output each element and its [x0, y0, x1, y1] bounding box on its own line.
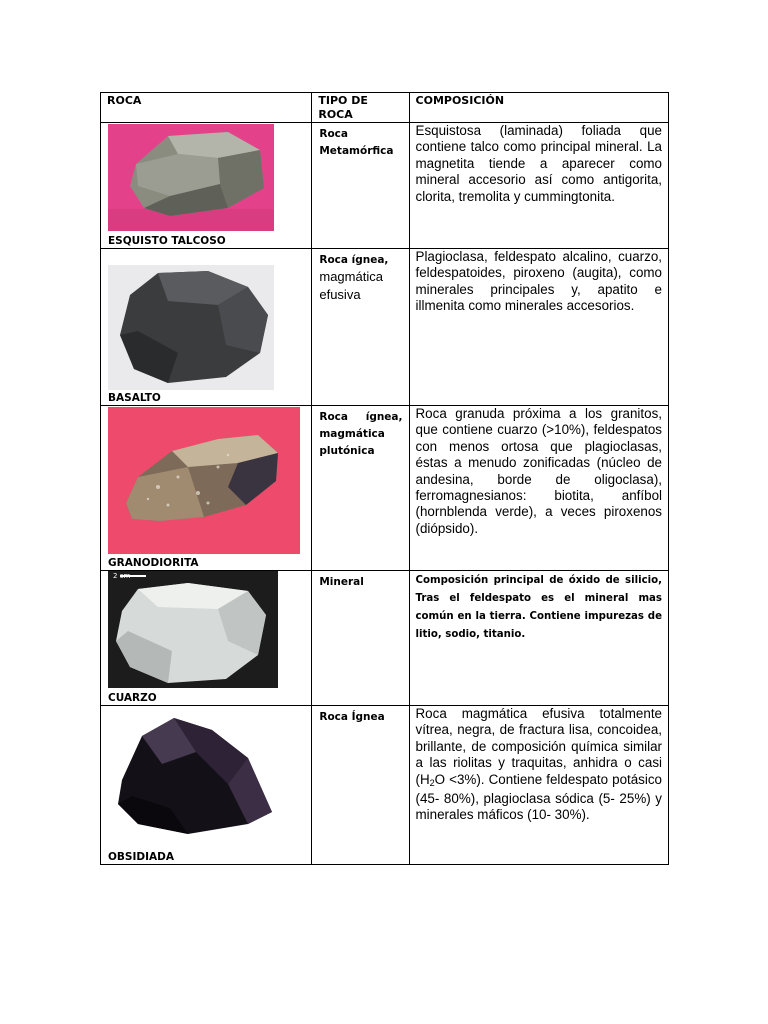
rock-composition: Plagioclasa, feldespato alcalino, cuarzo, feldespatoides, piroxeno (augita), como minerales principales y, apatito e illmenita como minerales accesorios. [415, 249, 662, 314]
granodiorite-image [108, 407, 300, 554]
rock-composition: Composición principal de óxido de silicio, Tras el feldespato es el mineral mas común en la tierra. Contiene impurezas de litio, sodio, titanio. [415, 575, 662, 640]
scale-label: 2 cm [113, 572, 131, 580]
rock-composition: Esquistosa (laminada) foliada que contiene talco como principal mineral. La magnetita tiende a aparecer como mineral accesorio así como antigorita, clorita, tremolita y cummingtonita. [415, 123, 662, 204]
rock-type: Roca Metamórfica [319, 128, 394, 157]
rock-composition: Roca granuda próxima a los granitos, que contiene cuarzo (>10%), feldespatos con menos ortosa que plagioclasas, éstas a menudo zonificadas (núcleo de andesina, borde de oligoclasa), ferromagnesianos: biotita, anfíbol (hornblenda verde), a veces piroxenos (diópsido). [415, 406, 662, 536]
rock-name: ESQUISTO TALCOSO [108, 235, 226, 247]
header-roca: ROCA [101, 93, 312, 123]
rock-table [100, 92, 669, 865]
header-row [101, 93, 669, 123]
rock-name: CUARZO [108, 692, 157, 704]
composition-cell [409, 249, 668, 406]
rock-composition: Roca magmática efusiva totalmente vítrea, negra, de fractura lisa, concoidea, brillante, de composición química similar a las riolitas y traquitas, anhidra o casi $(H_2O <3\%)$. Contiene feldespato potásico (45- 80%), plagioclasa sódica (5- 25%) y minerales máficos (10- 30%). [415, 706, 662, 823]
composition-cell [409, 706, 668, 865]
table-row [101, 406, 669, 571]
rock-cell [101, 249, 312, 406]
composition-cell [409, 123, 668, 249]
quartz-image [108, 571, 278, 688]
rock-name: OBSIDIADA [108, 851, 174, 863]
composition-cell [409, 406, 668, 571]
rock-type: Roca ígnea, magmática plutónica [319, 411, 403, 457]
talc-schist-image [108, 124, 274, 231]
type-cell [312, 706, 409, 865]
rock-cell [101, 706, 312, 865]
type-cell [312, 249, 409, 406]
rock-cell [101, 123, 312, 249]
header-tipo: TIPO DE ROCA [312, 93, 409, 123]
rock-name: BASALTO [108, 392, 161, 404]
type-cell [312, 406, 409, 571]
header-composicion: COMPOSICIÓN [409, 93, 668, 123]
composition-cell [409, 571, 668, 706]
rock-cell [101, 406, 312, 571]
basalt-image [108, 265, 274, 390]
rock-type: Roca Ígnea [319, 711, 385, 723]
rock-cell [101, 571, 312, 706]
table-row [101, 123, 669, 249]
obsidian-image [108, 712, 280, 842]
type-cell [312, 571, 409, 706]
rock-type: Mineral [319, 576, 364, 588]
table-row [101, 249, 669, 406]
type-cell [312, 123, 409, 249]
rock-type: Roca ígnea, magmática efusiva [319, 254, 389, 302]
table-row [101, 571, 669, 706]
table-row [101, 706, 669, 865]
rock-name: GRANODIORITA [108, 557, 199, 569]
